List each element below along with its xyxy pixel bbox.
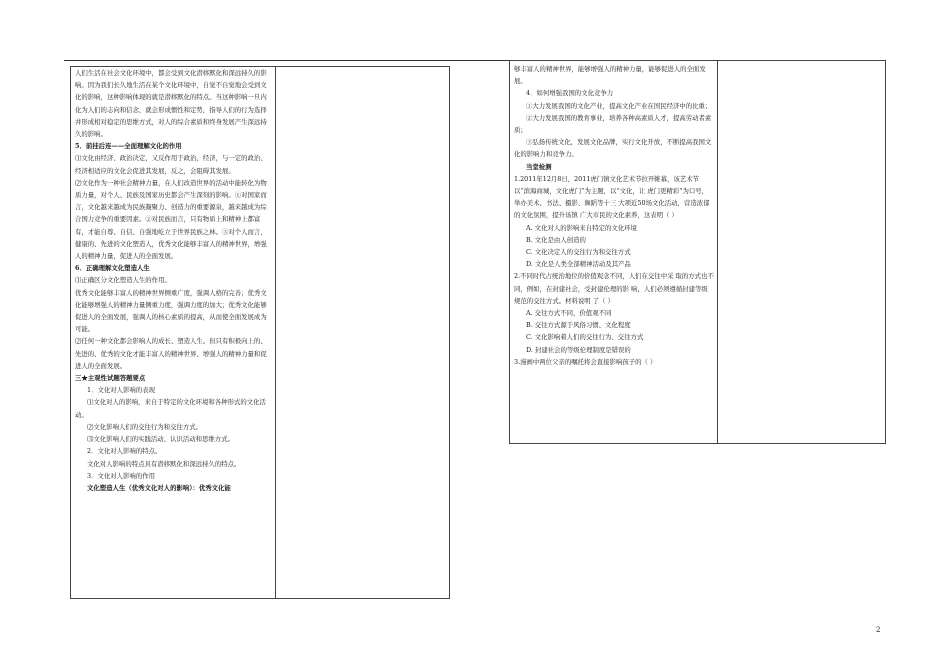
left-table-divider (275, 67, 276, 598)
right-paragraph: 2.不同时代占统治地位的价值观念不同，人们在交往中采 取的方式也不同，例如，在封建社会，受封建伦理的影 响，人们必须遵循封建等级规范的交往方式。材料说明 了（ ） (514, 272, 714, 305)
left-paragraph: 3．文化对人影响的作用 (87, 471, 155, 480)
right-table-divider (717, 61, 718, 443)
right-paragraph: D. 文化是人类全部精神活动及其产品 (526, 260, 631, 269)
right-paragraph: ②大力发展我国的教育事业，培养各种高素质人才，提高劳动者素质； (514, 113, 712, 135)
right-paragraph: 够丰富人的精神世界，能够增强人的精神力量，能够促进人的全面发展。 (514, 65, 706, 86)
left-paragraph: ⑴正确区分文化塑造人生的作用。 (75, 276, 171, 285)
left-paragraph: 三★主观性试题答题要点 (75, 374, 146, 383)
left-paragraph: 文化塑造人生（优秀文化对人的影响）：优秀文化能 (87, 483, 231, 492)
left-paragraph: 1．文化对人影响的表现 (87, 386, 155, 395)
left-paragraph: 人们生活在社会文化环境中，都会受到文化潜移默化和深远持久的影响。因为我们长久地生活在某个文化环境中，自觉不自觉地会受到文化的影响，这种影响体现的就是潜移默化的特点。当这种影响一旦内化为人们的志向和信念，就会形成惯性和定势，指导人们的行为选择并形成相对稳定的思维方式，对人的综合素质和终身发展产生深远持久的影响。 (75, 69, 267, 139)
left-paragraph: 优秀文化能够丰富人的精神世界侧重广度，强调人格的完善；优秀文化能够增强人的精神力量侧重力度，强调力度的加大；优秀文化能够促进人的全面发展，强调人的核心素质的提高，从而使全面发展成为可能。 (75, 288, 267, 334)
page-number: 2 (876, 626, 881, 634)
right-paragraph: ①大力发展我国的文化产业，提高文化产业在国民经济中的比重； (526, 101, 712, 110)
left-paragraph: 2．文化对人影响的特点。 (87, 447, 162, 456)
left-paragraph: ⑵任何一种文化都会影响人的成长、塑造人生。但只有积极向上的、先进的、优秀的文化才能丰富人的精神世界、增强人的精神力量和促进人的全面发展。 (75, 337, 267, 370)
right-paragraph: 3.漫画中两位父亲的嘱托将会直接影响孩子的（ ） (514, 357, 657, 366)
right-paragraph: 4．如何增强我国的文化竞争力 (526, 89, 614, 98)
right-table (509, 60, 886, 444)
left-paragraph: ⑶文化影响人们的实践活动、认识活动和思维方式。 (87, 435, 234, 444)
left-paragraph: 5．前挂后连——全面理解文化的作用 (75, 142, 182, 151)
left-table (70, 66, 450, 599)
left-cell-text (75, 67, 271, 494)
left-paragraph: ⑵文化作为一种社会精神力量，在人们改造世界的活动中能转化为物质力量，对个人、民族及国家历史都会产生深刻的影响。①对国家而言，文化越来越成为民族凝聚力、创造力的重要源泉，越来越成为综合国力竞争的重要因素。②对民族而言，只有物质上和精神上都富有，才能自尊、自信、自强地屹立于世界民族之林。③对个人而言，健康的、先进的文化塑造人，优秀文化能够丰富人的精神世界，增强人的精神力量，促进人的全面发展。 (75, 178, 267, 261)
right-paragraph: ③弘扬传统文化，发展文化品牌，实行文化开放，不断提高我国文化的影响力和竞争力。 (514, 138, 712, 159)
right-paragraph: C. 文化决定人的交往行为和交往方式 (526, 248, 631, 257)
right-paragraph: D. 封建社会的等级伦理制度是错误的 (526, 345, 631, 354)
left-paragraph: ⑴文化由经济、政治决定，又反作用于政治、经济，与一定的政治、经济相适应的文化会促进其发展，反之，会阻碍其发展。 (75, 154, 267, 175)
right-paragraph: B. 文化是由人创造的 (526, 235, 586, 244)
right-cell-text (514, 63, 714, 368)
right-paragraph: A. 文化对人的影响来自特定的文化环境 (526, 223, 637, 232)
right-paragraph: 1.2011年12月8日，2011虎门镇文化艺术节拉开帷幕，该艺术节以“滨海商城，文化虎门”为主题，以“文化，让 虎门更精彩”为口号，举办美术、书法、摄影、舞蹈等十三 大项近50场文化活动，营造浓郁的文化氛围，提升该镇 广大市民的文化素养，这表明（ ） (514, 174, 710, 220)
right-paragraph: C. 文化影响着人们的交往行为、交往方式 (526, 333, 644, 342)
left-paragraph: ⑵文化影响人们的交往行为和交往方式。 (87, 422, 203, 431)
left-paragraph: ⑴文化对人的影响，来自于特定的文化环境和各种形式的文化活动。 (75, 398, 266, 419)
left-paragraph: 文化对人影响的特点具有潜移默化和深远持久的特点。 (87, 459, 241, 468)
left-paragraph: 6．正确理解文化塑造人生 (75, 264, 150, 273)
right-paragraph: 当堂检测 (526, 162, 552, 171)
right-paragraph: A. 交往方式不同，价值观不同 (526, 309, 612, 318)
right-paragraph: B. 交往方式源于风俗习惯、文化程度 (526, 321, 631, 330)
